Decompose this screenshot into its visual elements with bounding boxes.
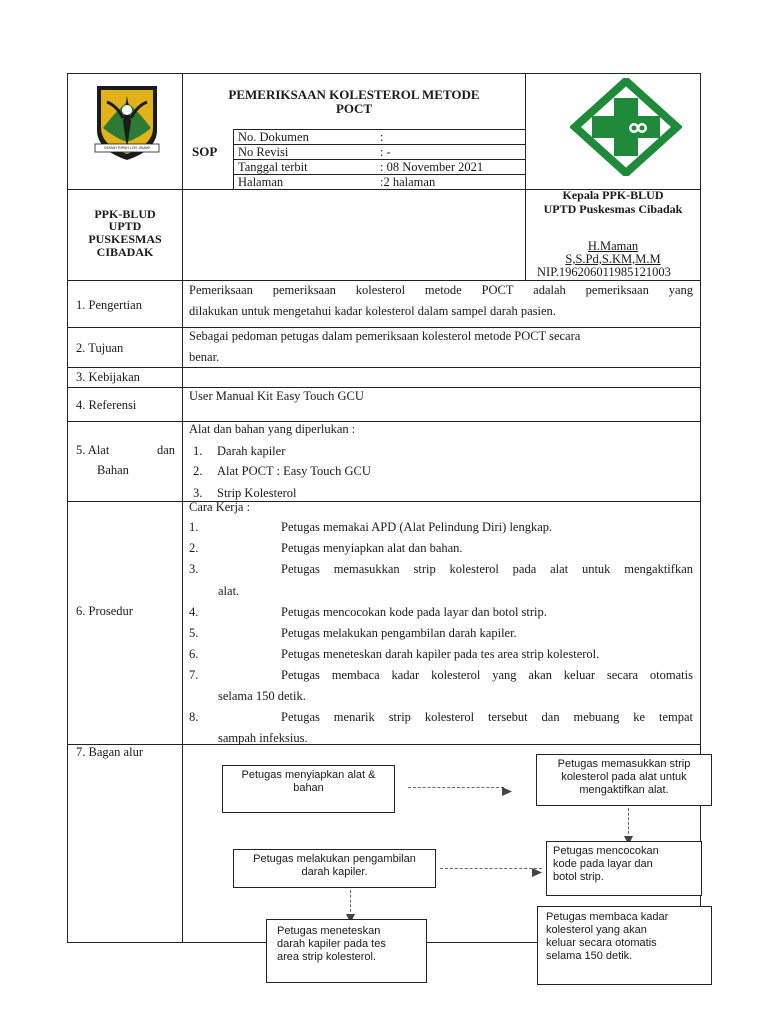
- document-title-line2: POCT: [335, 101, 373, 116]
- step-text: Petugas menyiapkan alat dan bahan.: [281, 541, 463, 555]
- doc-field-label: Halaman: [238, 175, 284, 189]
- section-label-bagan: 7. Bagan alur: [76, 745, 143, 759]
- flow-box-text: darah kapiler pada tes: [277, 938, 386, 950]
- step-number: 8.: [189, 710, 199, 724]
- alat-item-num: 3.: [193, 486, 203, 500]
- row-line-tujuan: [67, 327, 701, 328]
- flow-box-text: kolesterol pada alat untuk: [561, 771, 687, 783]
- section-label-kebijakan: 3. Kebijakan: [76, 370, 140, 384]
- prosedur-intro: Cara Kerja :: [189, 500, 251, 514]
- step-number: 4.: [189, 605, 199, 619]
- regency-emblem: [93, 82, 161, 162]
- step-number: 5.: [189, 626, 199, 640]
- row-line-pengertian: [67, 280, 701, 281]
- flow-box-text: kolesterol yang akan: [546, 924, 647, 936]
- row-line-referensi: [67, 387, 701, 388]
- flow-box-text: bahan: [293, 782, 324, 794]
- alat-item-text: Alat POCT : Easy Touch GCU: [217, 464, 371, 478]
- step-text-continued: selama 150 detik.: [218, 689, 306, 703]
- flow-box-text: Petugas melakukan pengambilan: [253, 853, 416, 865]
- flow-box-text: kode pada layar dan: [553, 858, 653, 870]
- flow-box-insert-strip: [536, 754, 712, 806]
- row-line-bagan: [67, 744, 701, 745]
- step-number: 7.: [189, 668, 199, 682]
- step-text: Petugas memasukkan strip kolesterol pada alat untuk mengaktifkan: [281, 562, 693, 576]
- arrow-head-icon: [532, 864, 542, 882]
- alat-intro: Alat dan bahan yang diperlukan :: [189, 422, 356, 436]
- step-text: Petugas membaca kadar kolesterol yang akan keluar secara otomatis: [281, 668, 693, 682]
- signer-name: H.Maman: [587, 239, 639, 253]
- flow-box-match-code: [546, 841, 702, 896]
- tujuan-text-line1: Sebagai pedoman petugas dalam pemeriksaan kolesterol metode POCT secara: [189, 329, 581, 343]
- signer-degree: S,S.Pd,S.KM,M.M: [565, 252, 661, 266]
- signer-nip: NIP.196206011985121003: [537, 265, 671, 279]
- section-label-pengertian: 1. Pengertian: [76, 298, 142, 312]
- step-text: Petugas mencocokan kode pada layar dan botol strip.: [281, 605, 547, 619]
- flow-box-text: Petugas mencocokan: [553, 845, 659, 857]
- doc-field-label: Tanggal terbit: [238, 160, 308, 174]
- flow-box-text: Petugas meneteskan: [277, 925, 381, 937]
- org-name-line: PPK-BLUD: [94, 207, 156, 221]
- step-number: 3.: [189, 562, 199, 576]
- flow-box-drip-blood: [266, 919, 427, 983]
- flow-box-text: Petugas memasukkan strip: [557, 758, 691, 770]
- pengertian-text-line2: dilakukan untuk mengetahui kadar kolesterol dalam sampel darah pasien.: [189, 304, 556, 318]
- row-line-prosedur: [67, 501, 701, 502]
- tujuan-text-line2: benar.: [189, 350, 220, 364]
- emblem-motto: GEMAH RIPAH LOH JINAWI: [103, 146, 151, 150]
- step-number: 2.: [189, 541, 199, 555]
- section-label-alat: 5. Alat: [76, 443, 110, 457]
- alat-item-num: 2.: [193, 464, 203, 478]
- table-border-right: [700, 73, 701, 943]
- signer-title-line1: Kepala PPK-BLUD: [562, 188, 664, 202]
- step-text: Petugas memakai APD (Alat Pelindung Diri) lengkap.: [281, 520, 553, 534]
- step-text: Petugas melakukan pengambilan darah kapiler.: [281, 626, 517, 640]
- org-name-line: UPTD: [108, 219, 142, 233]
- step-number: 1.: [189, 520, 199, 534]
- table-border-left: [67, 73, 68, 943]
- step-text: Petugas meneteskan darah kapiler pada tes area strip kolesterol.: [281, 647, 600, 661]
- flow-box-text: Petugas membaca kadar: [546, 911, 669, 923]
- doc-field-value: : 08 November 2021: [380, 160, 484, 174]
- section-label-bahan: Bahan: [97, 463, 129, 477]
- step-number: 6.: [189, 647, 199, 661]
- flow-box-read-result: [537, 906, 712, 985]
- flow-box-text: Petugas menyiapkan alat &: [241, 769, 376, 781]
- alat-item-text: Darah kapiler: [217, 444, 286, 458]
- pengertian-text-line1: Pemeriksaan pemeriksaan kolesterol metode POCT adalah pemeriksaan yang: [189, 283, 693, 297]
- flow-box-prepare: [222, 765, 395, 813]
- puskesmas-logo: [570, 78, 682, 176]
- flow-box-text: darah kapiler.: [301, 866, 368, 878]
- doc-field-value: :: [380, 130, 384, 144]
- step-text-continued: sampah infeksius.: [218, 731, 308, 745]
- org-name-line: CIBADAK: [96, 245, 154, 259]
- flow-box-text: botol strip.: [553, 871, 604, 883]
- alat-item-text: Strip Kolesterol: [217, 486, 297, 500]
- section-label-alat-dan: dan: [157, 443, 176, 457]
- signer-title-line2: UPTD Puskesmas Cibadak: [543, 202, 683, 216]
- flow-box-text: selama 150 detik.: [546, 950, 633, 962]
- doc-field-value: : -: [380, 145, 391, 159]
- section-label-prosedur: 6. Prosedur: [76, 604, 133, 618]
- arrow-head-icon: [502, 783, 512, 801]
- flow-box-text: keluar secara otomatis: [546, 937, 657, 949]
- flow-arrow: [350, 890, 351, 912]
- section-label-tujuan: 2. Tujuan: [76, 341, 124, 355]
- section-label-referensi: 4. Referensi: [76, 398, 137, 412]
- label-column-divider: [182, 73, 183, 943]
- flow-box-text: mengaktifkan alat.: [579, 784, 669, 796]
- step-text-continued: alat.: [218, 584, 240, 598]
- flow-box-text: area strip kolesterol.: [277, 951, 377, 963]
- flow-arrow: [408, 787, 504, 788]
- sop-label: SOP: [192, 144, 218, 159]
- row-line-alat: [67, 421, 701, 422]
- doc-field-value: :2 halaman: [380, 175, 436, 189]
- doc-field-label: No Revisi: [238, 145, 289, 159]
- row-line-kebijakan: [67, 367, 701, 368]
- flow-box-take-blood: [233, 849, 436, 888]
- referensi-text: User Manual Kit Easy Touch GCU: [189, 389, 364, 403]
- step-text: Petugas menarik strip kolesterol tersebut dan mebuang ke tempat: [281, 710, 693, 724]
- table-border-top: [67, 73, 701, 74]
- flow-arrow: [628, 808, 629, 834]
- document-title-line1: PEMERIKSAAN KOLESTEROL METODE: [228, 87, 480, 102]
- alat-item-num: 1.: [193, 444, 203, 458]
- org-name-line: PUSKESMAS: [88, 232, 162, 246]
- flow-arrow: [440, 868, 542, 869]
- doc-field-label: No. Dokumen: [238, 130, 309, 144]
